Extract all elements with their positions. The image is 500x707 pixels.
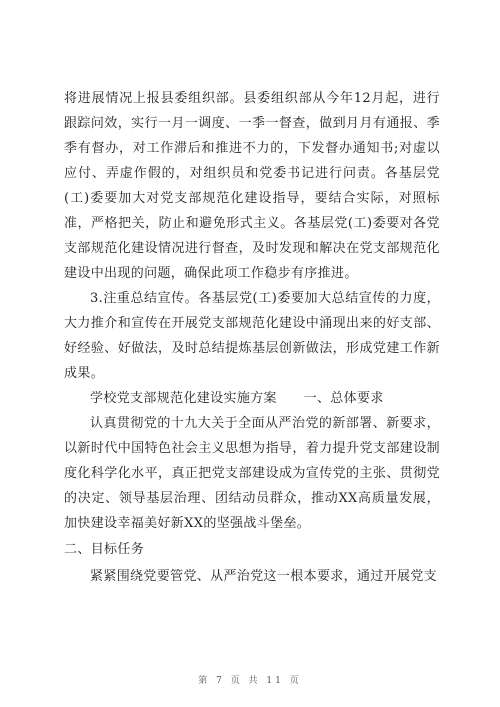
page-number-footer: 第 7 页 共 11 页 xyxy=(198,676,302,686)
section-heading-goals: 二、目标任务 xyxy=(64,542,145,557)
paragraph-report-progress: 将进展情况上报县委组织部。县委组织部从今年12月起，进行跟踪问效，实行一月一调度、一季一督查，做到月月有通报、季季有督办，对工作滞后和推进不力的，下发督办通知书;对虚以应付、弄虚作假的，对组织员和党委书记进行问责。各基层党(工)委要加大对党支部规范化建设指导，要结合实际，对照标准，严格把关，防止和避免形式主义。各基层党(工)委要对各党支部规范化建设情况进行督查，及时发现和解决在党支部规范化建设中出现的问题，确保此项工作稳步有序推进。 xyxy=(64,91,440,281)
section-heading-overall-requirements: 学校党支部规范化建设实施方案 一、总体要求 xyxy=(90,391,384,406)
paragraph-goals: 紧紧围绕党要管党、从严治党这一根本要求，通过开展党支 xyxy=(90,569,438,584)
page-body xyxy=(64,86,440,589)
paragraph-overall-requirements: 认真贯彻党的十九大关于全面从严治党的新部署、新要求，以新时代中国特色社会主义思想为指导，着力提升党支部建设制度化科学化水平，真正把党支部建设成为宣传党的主张、贯彻党的决定、领导基层治理、团结动员群众，推动XX高质量发展，加快建设幸福美好新XX的坚强战斗堡垒。 xyxy=(64,416,440,531)
paragraph-summary-publicity: 3.注重总结宣传。各基层党(工)委要加大总结宣传的力度，大力推介和宣传在开展党支部规范化建设中涌现出来的好支部、好经验、好做法，及时总结提炼基层创新做法，形成党建工作新成果。 xyxy=(64,291,440,381)
